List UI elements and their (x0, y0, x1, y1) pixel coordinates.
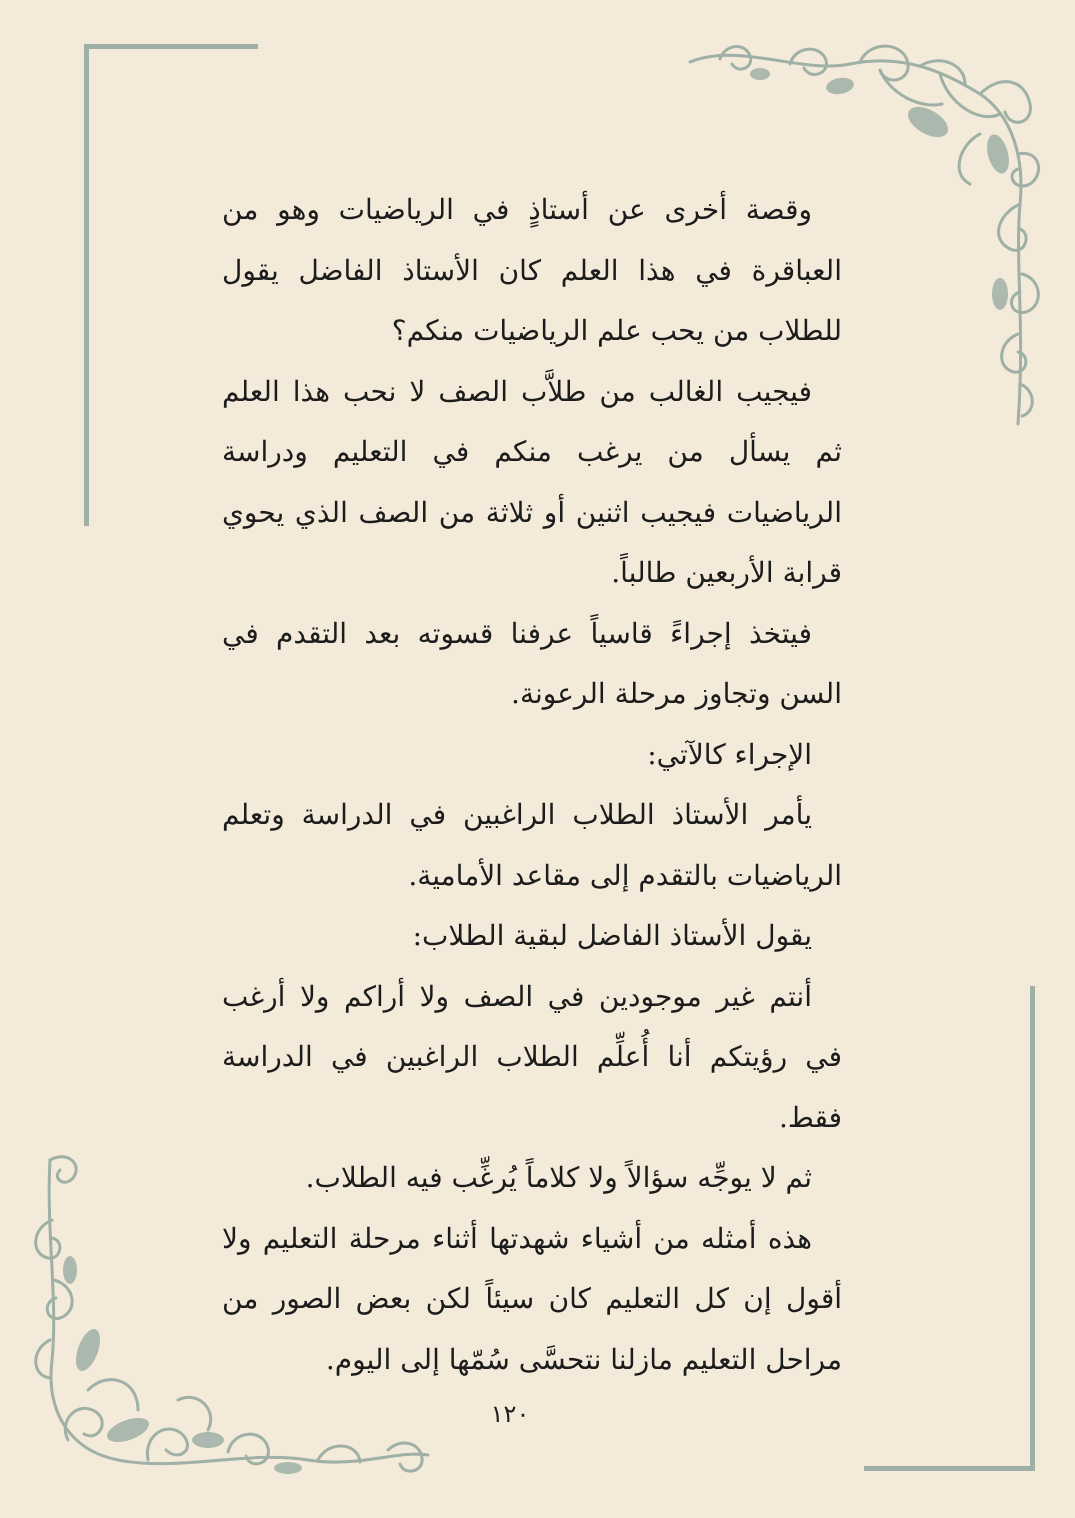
body-text (222, 180, 842, 1390)
paragraph-3: فيتخذ إجراءً قاسياً عرفنا قسوته بعد التقدم في السن وتجاوز مرحلة الرعونة. (222, 616, 842, 710)
frame-top-left-vertical (84, 44, 89, 526)
paragraph-4: الإجراء كالآتي: (647, 737, 812, 771)
page-number: ١٢٠ (490, 1400, 530, 1428)
paragraph-8: ثم لا يوجِّه سؤالاً ولا كلاماً يُرغِّب فيه الطلاب. (305, 1161, 812, 1194)
frame-top-left-horizontal (84, 44, 258, 49)
paragraph-1: وقصة أخرى عن أستاذٍ في الرياضيات وهو من العباقرة في هذا العلم كان الأستاذ الفاضل يقول للطلاب من يحب علم الرياضيات منكم؟ (222, 193, 842, 347)
paragraph-2: فيجيب الغالب من طلاَّب الصف لا نحب هذا العلم ثم يسأل من يرغب منكم في التعليم ودراسة الرياضيات فيجيب اثنين أو ثلاثة من الصف الذي يحوي قرابة الأربعين طالباً. (222, 374, 842, 589)
paragraph-7: أنتم غير موجودين في الصف ولا أراكم ولا أرغب في رؤيتكم أنا أُعلِّم الطلاب الراغبين في الدراسة فقط. (222, 979, 842, 1134)
paragraph-9: هذه أمثله من أشياء شهدتها أثناء مرحلة التعليم ولا أقول إن كل التعليم كان سيئاً لكن بعض الصور من مراحل التعليم مازلنا نتحسَّى سُمّها إلى اليوم. (222, 1221, 842, 1376)
paragraph-5: يأمر الأستاذ الطلاب الراغبين في الدراسة وتعلم الرياضيات بالتقدم إلى مقاعد الأمامية. (222, 798, 842, 892)
frame-bottom-right-vertical (1030, 986, 1035, 1470)
frame-bottom-right-horizontal (864, 1466, 1035, 1471)
paragraph-6: يقول الأستاذ الفاضل لبقية الطلاب: (412, 919, 812, 952)
